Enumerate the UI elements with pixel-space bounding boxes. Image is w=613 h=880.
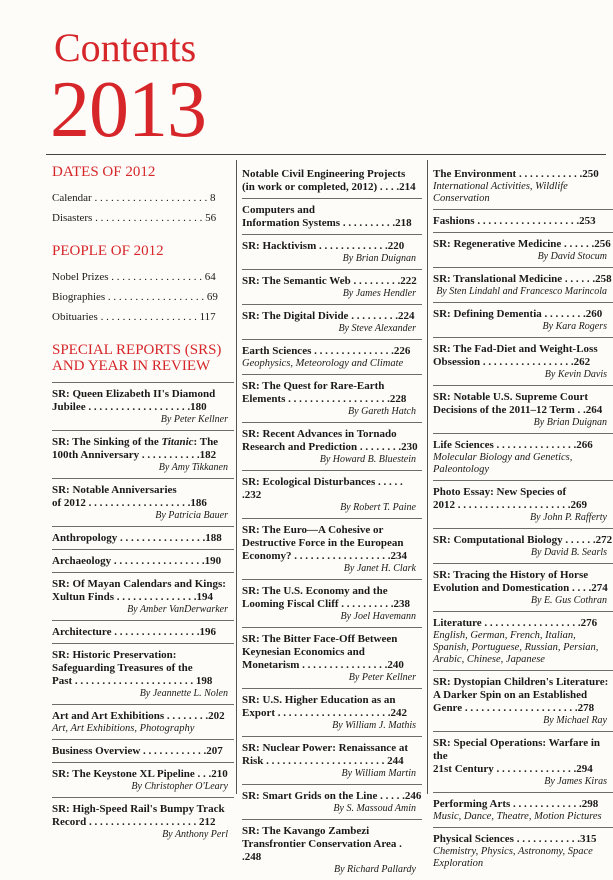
toc-entry-subtopics: Molecular Biology and Genetics, Paleontology bbox=[433, 452, 573, 475]
toc-entry-title: SR: The Fad-Diet and Weight-Loss bbox=[433, 343, 598, 355]
toc-entry-author: By Amber VanDerwarker bbox=[127, 604, 228, 615]
section-heading: PEOPLE OF 2012 bbox=[52, 243, 164, 259]
toc-entry[interactable] bbox=[242, 784, 422, 819]
toc-entry[interactable] bbox=[52, 188, 234, 208]
toc-entry-author: By John P. Rafferty bbox=[529, 512, 607, 523]
toc-entry-title: Xultun Finds . . . . . . . . . . . . . . .194 bbox=[52, 591, 214, 603]
toc-entry-author: By Jeannette L. Nolen bbox=[139, 688, 228, 699]
toc-entry-title: SR: Recent Advances in Tornado bbox=[242, 428, 397, 440]
toc-entry-author: By Kevin Davis bbox=[544, 369, 607, 380]
toc-entry-subtopics: International Activities, Wildlife Conservation bbox=[433, 181, 568, 204]
toc-entry-subtopics: Geophysics, Meteorology and Climate bbox=[242, 358, 404, 369]
toc-entry-author: By Anthony Perl bbox=[162, 829, 228, 840]
toc-entry[interactable] bbox=[433, 731, 613, 792]
toc-entry-author: By David Stocum bbox=[537, 251, 607, 262]
toc-entry-title: SR: Defining Dementia . . . . . . . .260 bbox=[433, 308, 603, 320]
toc-entry-title: SR: The Euro—A Cohesive or bbox=[242, 524, 384, 536]
toc-entry-subtopics: Art, Art Exhibitions, Photography bbox=[52, 723, 195, 734]
toc-entry-title: Disasters . . . . . . . . . . . . . . . . . . . . 56 bbox=[52, 212, 217, 224]
toc-entry-author: By Michael Ray bbox=[543, 715, 607, 726]
toc-entry[interactable] bbox=[52, 526, 234, 549]
toc-entry-title: Jubilee . . . . . . . . . . . . . . . . . . .180 bbox=[52, 401, 207, 413]
toc-entry[interactable] bbox=[52, 620, 234, 643]
toc-entry-title: Research and Prediction . . . . . . . .230 bbox=[242, 441, 418, 453]
toc-entry-title: A Darker Spin on an Established bbox=[433, 689, 588, 701]
toc-entry-title: SR: Translational Medicine . . . . . .258 bbox=[433, 273, 612, 285]
toc-entry-title: SR: Regenerative Medicine . . . . . .256 bbox=[433, 238, 611, 250]
section-heading: SPECIAL REPORTS (SRS) AND YEAR IN REVIEW bbox=[52, 342, 222, 374]
section-spacer bbox=[52, 327, 234, 341]
toc-entry-author: By Amy Tikkanen bbox=[158, 462, 228, 473]
toc-entry-title: Nobel Prizes . . . . . . . . . . . . . . . . . 64 bbox=[52, 271, 216, 283]
toc-entry-title: SR: Notable U.S. Supreme Court bbox=[433, 391, 589, 403]
toc-entry[interactable] bbox=[433, 209, 613, 232]
toc-entry[interactable] bbox=[242, 374, 422, 422]
toc-entry[interactable] bbox=[433, 302, 613, 337]
toc-entry-title: SR: Hacktivism . . . . . . . . . . . . .220 bbox=[242, 240, 405, 252]
toc-entry-title: Looming Fiscal Cliff . . . . . . . . . .238 bbox=[242, 598, 411, 610]
toc-entry-title: Risk . . . . . . . . . . . . . . . . . . . . . . 244 bbox=[242, 755, 404, 767]
toc-entry-title: Archaeology . . . . . . . . . . . . . . . . .190 bbox=[52, 555, 222, 567]
toc-entry[interactable] bbox=[52, 549, 234, 572]
toc-entry-author: By James Hendler bbox=[342, 288, 416, 299]
toc-entry[interactable] bbox=[433, 337, 613, 385]
toc-entry-title: SR: The Quest for Rare-Earth bbox=[242, 380, 385, 392]
toc-entry-author: By Janet H. Clark bbox=[343, 563, 416, 574]
header-rule bbox=[46, 154, 606, 155]
toc-entry[interactable] bbox=[433, 670, 613, 731]
toc-entry-title: Earth Sciences . . . . . . . . . . . . . . .226 bbox=[242, 345, 411, 357]
toc-entry-title: Monetarism . . . . . . . . . . . . . . . .240 bbox=[242, 659, 404, 671]
toc-entry[interactable] bbox=[433, 385, 613, 433]
year-heading: 2013 bbox=[50, 66, 206, 154]
toc-entry-title: Decisions of the 2011–12 Term . .264 bbox=[433, 404, 603, 416]
toc-entry-title: SR: Special Operations: Warfare in the bbox=[433, 737, 601, 762]
toc-entry-author: By Howard B. Bluestein bbox=[319, 454, 416, 465]
toc-entry[interactable] bbox=[52, 572, 234, 620]
toc-entry[interactable] bbox=[433, 163, 613, 209]
contents-column-2 bbox=[242, 163, 422, 880]
section-heading: DATES OF 2012 bbox=[52, 164, 156, 180]
toc-entry-author: By Brian Duignan bbox=[533, 417, 607, 428]
toc-entry-author: By Robert T. Paine bbox=[340, 502, 416, 513]
toc-entry[interactable] bbox=[52, 762, 234, 797]
toc-entry-title: SR: Of Mayan Calendars and Kings: bbox=[52, 578, 226, 590]
toc-entry-author: By Gareth Hatch bbox=[348, 406, 416, 417]
toc-entry-title: SR: The Digital Divide . . . . . . . . .224 bbox=[242, 310, 415, 322]
column-divider-2 bbox=[427, 160, 428, 794]
toc-entry[interactable] bbox=[52, 307, 234, 327]
toc-entry-title: SR: Dystopian Children's Literature: bbox=[433, 676, 609, 688]
toc-entry-title: Literature . . . . . . . . . . . . . . . . . .276 bbox=[433, 617, 598, 629]
toc-entry[interactable] bbox=[242, 518, 422, 579]
contents-column-3 bbox=[433, 163, 613, 874]
toc-entry[interactable] bbox=[433, 433, 613, 480]
toc-entry-title: Anthropology . . . . . . . . . . . . . . . .188 bbox=[52, 532, 222, 544]
toc-entry-author: By James Kiras bbox=[544, 776, 607, 787]
toc-entry-author: By E. Gus Cothran bbox=[530, 595, 607, 606]
toc-entry[interactable] bbox=[52, 704, 234, 739]
toc-entry-author: By Joel Havemann bbox=[340, 611, 416, 622]
toc-entry[interactable] bbox=[242, 339, 422, 374]
toc-entry-title: Photo Essay: New Species of bbox=[433, 486, 567, 498]
toc-entry-author: By William Martin bbox=[341, 768, 416, 779]
toc-entry-title: Export . . . . . . . . . . . . . . . . . . . . .242 bbox=[242, 707, 407, 719]
toc-entry-title: Art and Art Exhibitions . . . . . . . .202 bbox=[52, 710, 225, 722]
toc-entry-title: SR: Smart Grids on the Line . . . . .246 bbox=[242, 790, 422, 802]
toc-entry-author: By Patricia Bauer bbox=[155, 510, 228, 521]
toc-entry-title: Performing Arts . . . . . . . . . . . . .298 bbox=[433, 798, 599, 810]
toc-entry[interactable] bbox=[433, 528, 613, 563]
toc-entry-title: The Environment . . . . . . . . . . . .250 bbox=[433, 168, 599, 180]
toc-entry-title: of 2012 . . . . . . . . . . . . . . . . . . .186 bbox=[52, 497, 207, 509]
toc-entry-author: By Peter Kellner bbox=[160, 414, 228, 425]
toc-entry-title: Business Overview . . . . . . . . . . . .207 bbox=[52, 745, 223, 757]
toc-entry-title: SR: The Semantic Web . . . . . . . . .222 bbox=[242, 275, 417, 287]
toc-entry-title: Elements . . . . . . . . . . . . . . . . . . .228 bbox=[242, 393, 407, 405]
toc-entry[interactable] bbox=[52, 287, 234, 307]
toc-entry-title: SR: Historic Preservation: bbox=[52, 649, 177, 661]
toc-entry[interactable] bbox=[433, 792, 613, 827]
toc-entry-author: By Peter Kellner bbox=[348, 672, 416, 683]
toc-entry-title: SR: Ecological Disturbances . . . . . .232 bbox=[242, 476, 403, 501]
toc-entry-subtopics: English, German, French, Italian, Spanish, Portuguese, Russian, Persian, Arabic, Chinese, Japanese bbox=[433, 630, 599, 665]
toc-entry-author: By Sten Lindahl and Francesco Marincola bbox=[436, 286, 607, 297]
toc-entry-title: SR: The Kavango Zambezi bbox=[242, 825, 370, 837]
toc-entry-title: SR: The Sinking of the Titanic: The bbox=[52, 436, 219, 448]
toc-entry-title: SR: Nuclear Power: Renaissance at bbox=[242, 742, 408, 754]
toc-entry[interactable] bbox=[242, 422, 422, 470]
toc-entry[interactable] bbox=[433, 267, 613, 302]
toc-entry-title: Calendar . . . . . . . . . . . . . . . . . . . . . 8 bbox=[52, 192, 216, 204]
contents-column-1 bbox=[52, 163, 234, 845]
toc-entry-title: Obituaries . . . . . . . . . . . . . . . . . . 117 bbox=[52, 311, 216, 323]
toc-entry-title: Destructive Force in the European bbox=[242, 537, 404, 549]
toc-entry[interactable] bbox=[242, 627, 422, 688]
toc-entry[interactable] bbox=[52, 382, 234, 430]
toc-entry[interactable] bbox=[242, 304, 422, 339]
toc-entry-title: SR: Tracing the History of Horse bbox=[433, 569, 589, 581]
toc-entry-title: 2012 . . . . . . . . . . . . . . . . . . . . .269 bbox=[433, 499, 587, 511]
toc-entry[interactable] bbox=[242, 234, 422, 269]
toc-entry-author: By S. Massoud Amin bbox=[333, 803, 416, 814]
toc-entry[interactable] bbox=[242, 269, 422, 304]
toc-entry[interactable] bbox=[52, 478, 234, 526]
toc-entry-author: By Brian Duignan bbox=[342, 253, 416, 264]
toc-entry-title: (in work or completed, 2012) . . . .214 bbox=[242, 181, 416, 193]
toc-entry[interactable] bbox=[52, 797, 234, 845]
toc-entry[interactable] bbox=[433, 563, 613, 611]
toc-entry-title: SR: Notable Anniversaries bbox=[52, 484, 177, 496]
toc-entry-title: SR: High-Speed Rail's Bumpy Track bbox=[52, 803, 225, 815]
contents-heading: Contents bbox=[54, 25, 197, 70]
toc-entry[interactable] bbox=[52, 430, 234, 478]
toc-entry[interactable] bbox=[242, 198, 422, 234]
toc-entry[interactable] bbox=[242, 819, 422, 880]
toc-entry-title: Architecture . . . . . . . . . . . . . . . .196 bbox=[52, 626, 216, 638]
toc-entry-title: 21st Century . . . . . . . . . . . . . . .294 bbox=[433, 763, 593, 775]
toc-entry-title: SR: The U.S. Economy and the bbox=[242, 585, 388, 597]
toc-entry-author: By William J. Mathis bbox=[332, 720, 416, 731]
toc-entry-subtopics: Music, Dance, Theatre, Motion Pictures bbox=[433, 811, 602, 822]
toc-entry-title: Information Systems . . . . . . . . . .218 bbox=[242, 217, 412, 229]
toc-entry-title: 100th Anniversary . . . . . . . . . . .182 bbox=[52, 449, 217, 461]
toc-entry-title: SR: U.S. Higher Education as an bbox=[242, 694, 396, 706]
toc-entry-title: SR: Computational Biology . . . . . .272 bbox=[433, 534, 613, 546]
toc-entry-title: Physical Sciences . . . . . . . . . . . .315 bbox=[433, 833, 597, 845]
toc-entry-author: By Steve Alexander bbox=[338, 323, 416, 334]
toc-entry-title: Past . . . . . . . . . . . . . . . . . . . . . . 198 bbox=[52, 675, 213, 687]
toc-entry-title: Computers and bbox=[242, 204, 316, 216]
toc-entry[interactable] bbox=[52, 739, 234, 762]
column-divider-1 bbox=[236, 160, 237, 794]
toc-entry-author: By Richard Pallardy bbox=[333, 864, 416, 875]
toc-entry[interactable] bbox=[242, 470, 422, 518]
toc-entry-title: Safeguarding Treasures of the bbox=[52, 662, 193, 674]
toc-entry-title: Transfrontier Conservation Area . .248 bbox=[242, 838, 402, 863]
toc-entry-title: Genre . . . . . . . . . . . . . . . . . . . . .278 bbox=[433, 702, 595, 714]
toc-entry[interactable] bbox=[52, 643, 234, 704]
toc-entry[interactable] bbox=[433, 827, 613, 874]
toc-entry-title: Obsession . . . . . . . . . . . . . . . . .262 bbox=[433, 356, 591, 368]
toc-entry[interactable] bbox=[242, 579, 422, 627]
toc-entry-title: SR: Queen Elizabeth II's Diamond bbox=[52, 388, 216, 400]
toc-entry[interactable] bbox=[242, 163, 422, 198]
toc-entry-title: SR: The Keystone XL Pipeline . . .210 bbox=[52, 768, 228, 780]
toc-entry-author: By David B. Searls bbox=[530, 547, 607, 558]
toc-entry[interactable] bbox=[52, 208, 234, 228]
toc-entry-subtopics: Chemistry, Physics, Astronomy, Space Exploration bbox=[433, 846, 593, 869]
toc-entry[interactable] bbox=[242, 688, 422, 736]
toc-entry-title: Fashions . . . . . . . . . . . . . . . . . . .253 bbox=[433, 215, 596, 227]
toc-entry[interactable] bbox=[433, 480, 613, 528]
toc-entry-title: Evolution and Domestication . . . .274 bbox=[433, 582, 608, 594]
toc-entry-title: Keynesian Economics and bbox=[242, 646, 365, 658]
toc-entry[interactable] bbox=[433, 611, 613, 670]
toc-entry[interactable] bbox=[242, 736, 422, 784]
toc-entry-title: SR: The Bitter Face-Off Between bbox=[242, 633, 398, 645]
toc-entry-title: Economy? . . . . . . . . . . . . . . . . . .234 bbox=[242, 550, 407, 562]
toc-entry-title: Record . . . . . . . . . . . . . . . . . . . . 212 bbox=[52, 816, 216, 828]
toc-entry-author: By Christopher O'Leary bbox=[131, 781, 228, 792]
toc-entry-author: By Kara Rogers bbox=[542, 321, 607, 332]
toc-entry-title: Life Sciences . . . . . . . . . . . . . . .266 bbox=[433, 439, 593, 451]
toc-entry[interactable] bbox=[433, 232, 613, 267]
section-spacer bbox=[52, 228, 234, 242]
toc-entry-title: Notable Civil Engineering Projects bbox=[242, 168, 406, 180]
toc-entry-title: Biographies . . . . . . . . . . . . . . . . . . 69 bbox=[52, 291, 218, 303]
toc-entry[interactable] bbox=[52, 267, 234, 287]
